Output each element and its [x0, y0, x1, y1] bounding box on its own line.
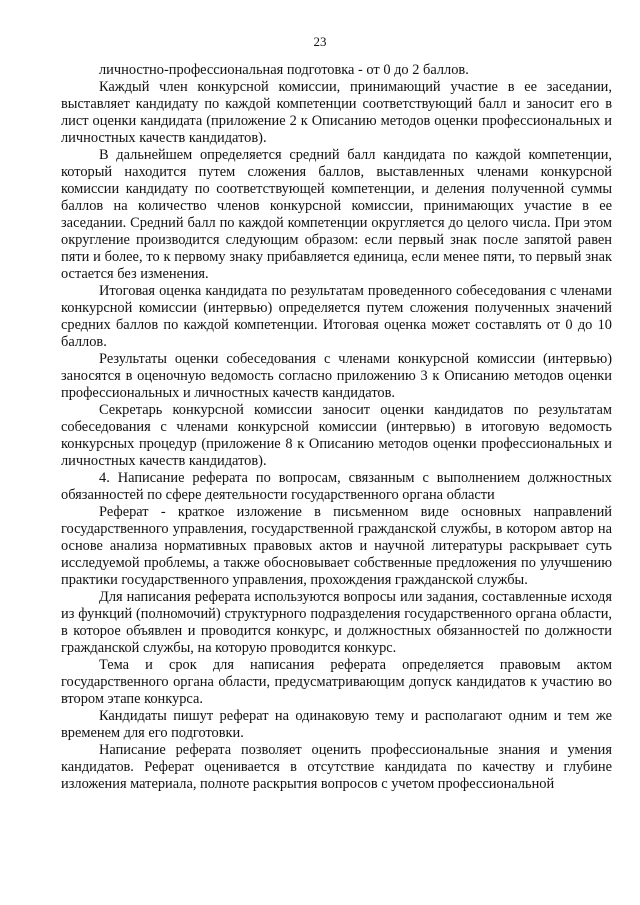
paragraph-5: Результаты оценки собеседования с членами конкурсной комиссии (интервью) заносятся в оценочную ведомость согласно приложению 3 к Описанию методов оценки профессиональных и личностных качеств кандидатов. [61, 351, 612, 401]
paragraph-10: Тема и срок для написания реферата определяется правовым актом государственного органа области, предусматривающим допуск кандидатов к участию во втором этапе конкурса. [61, 657, 612, 707]
section-heading-4: 4. Написание реферата по вопросам, связанным с выполнением должностных обязанностей по сфере деятельности государственного органа области [61, 470, 612, 503]
document-body [61, 62, 612, 793]
paragraph-6: Секретарь конкурсной комиссии заносит оценки кандидатов по результатам собеседования с членами конкурсной комиссии (интервью) в итоговую ведомость конкурсных процедур (приложение 8 к Описанию методов оценки профессиональных и личностных качеств кандидатов). [61, 402, 612, 469]
paragraph-1: личностно-профессиональная подготовка - от 0 до 2 баллов. [99, 62, 469, 78]
paragraph-8: Реферат - краткое изложение в письменном виде основных направлений государственного управления, государственной гражданской службы, в котором автор на основе анализа нормативных правовых актов и научной литературы раскрывает суть исследуемой проблемы, а также обосновывает собственные предложения по улучшению практики государственного управления, прохождения гражданской службы. [61, 504, 612, 588]
page-number: 23 [313, 34, 327, 49]
paragraph-11: Кандидаты пишут реферат на одинаковую тему и располагают одним и тем же временем для его подготовки. [61, 708, 612, 741]
paragraph-3: В дальнейшем определяется средний балл кандидата по каждой компетенции, который находится путем сложения баллов, выставленных членами конкурсной комиссии кандидату по соответствующей компетенции, и деления полученной суммы баллов на количество членов конкурсной комиссии, принимающих участие в ее заседании. Средний балл по каждой компетенции округляется до целого числа. При этом округление производится следующим образом: если первый знак после запятой равен пяти и более, то к первому знаку прибавляется единица, если менее пяти, то первый знак остается без изменения. [61, 147, 612, 282]
paragraph-12: Написание реферата позволяет оценить профессиональные знания и умения кандидатов. Реферат оценивается в отсутствие кандидата по качеству и глубине изложения материала, полноте раскрытия вопросов с учетом профессиональной [61, 742, 612, 792]
paragraph-4: Итоговая оценка кандидата по результатам проведенного собеседования с членами конкурсной комиссии (интервью) определяется путем сложения полученных значений средних баллов по каждой компетенции. Итоговая оценка может составлять от 0 до 10 баллов. [61, 283, 612, 350]
paragraph-2: Каждый член конкурсной комиссии, принимающий участие в ее заседании, выставляет кандидату по каждой компетенции соответствующий балл и заносит его в лист оценки кандидата (приложение 2 к Описанию методов оценки профессиональных и личностных качеств кандидатов). [61, 79, 612, 146]
paragraph-9: Для написания реферата используются вопросы или задания, составленные исходя из функций (полномочий) структурного подразделения государственного органа области, в которое объявлен и проводится конкурс, и должностных обязанностей по должности гражданской службы, на которую проводится конкурс. [61, 589, 612, 656]
